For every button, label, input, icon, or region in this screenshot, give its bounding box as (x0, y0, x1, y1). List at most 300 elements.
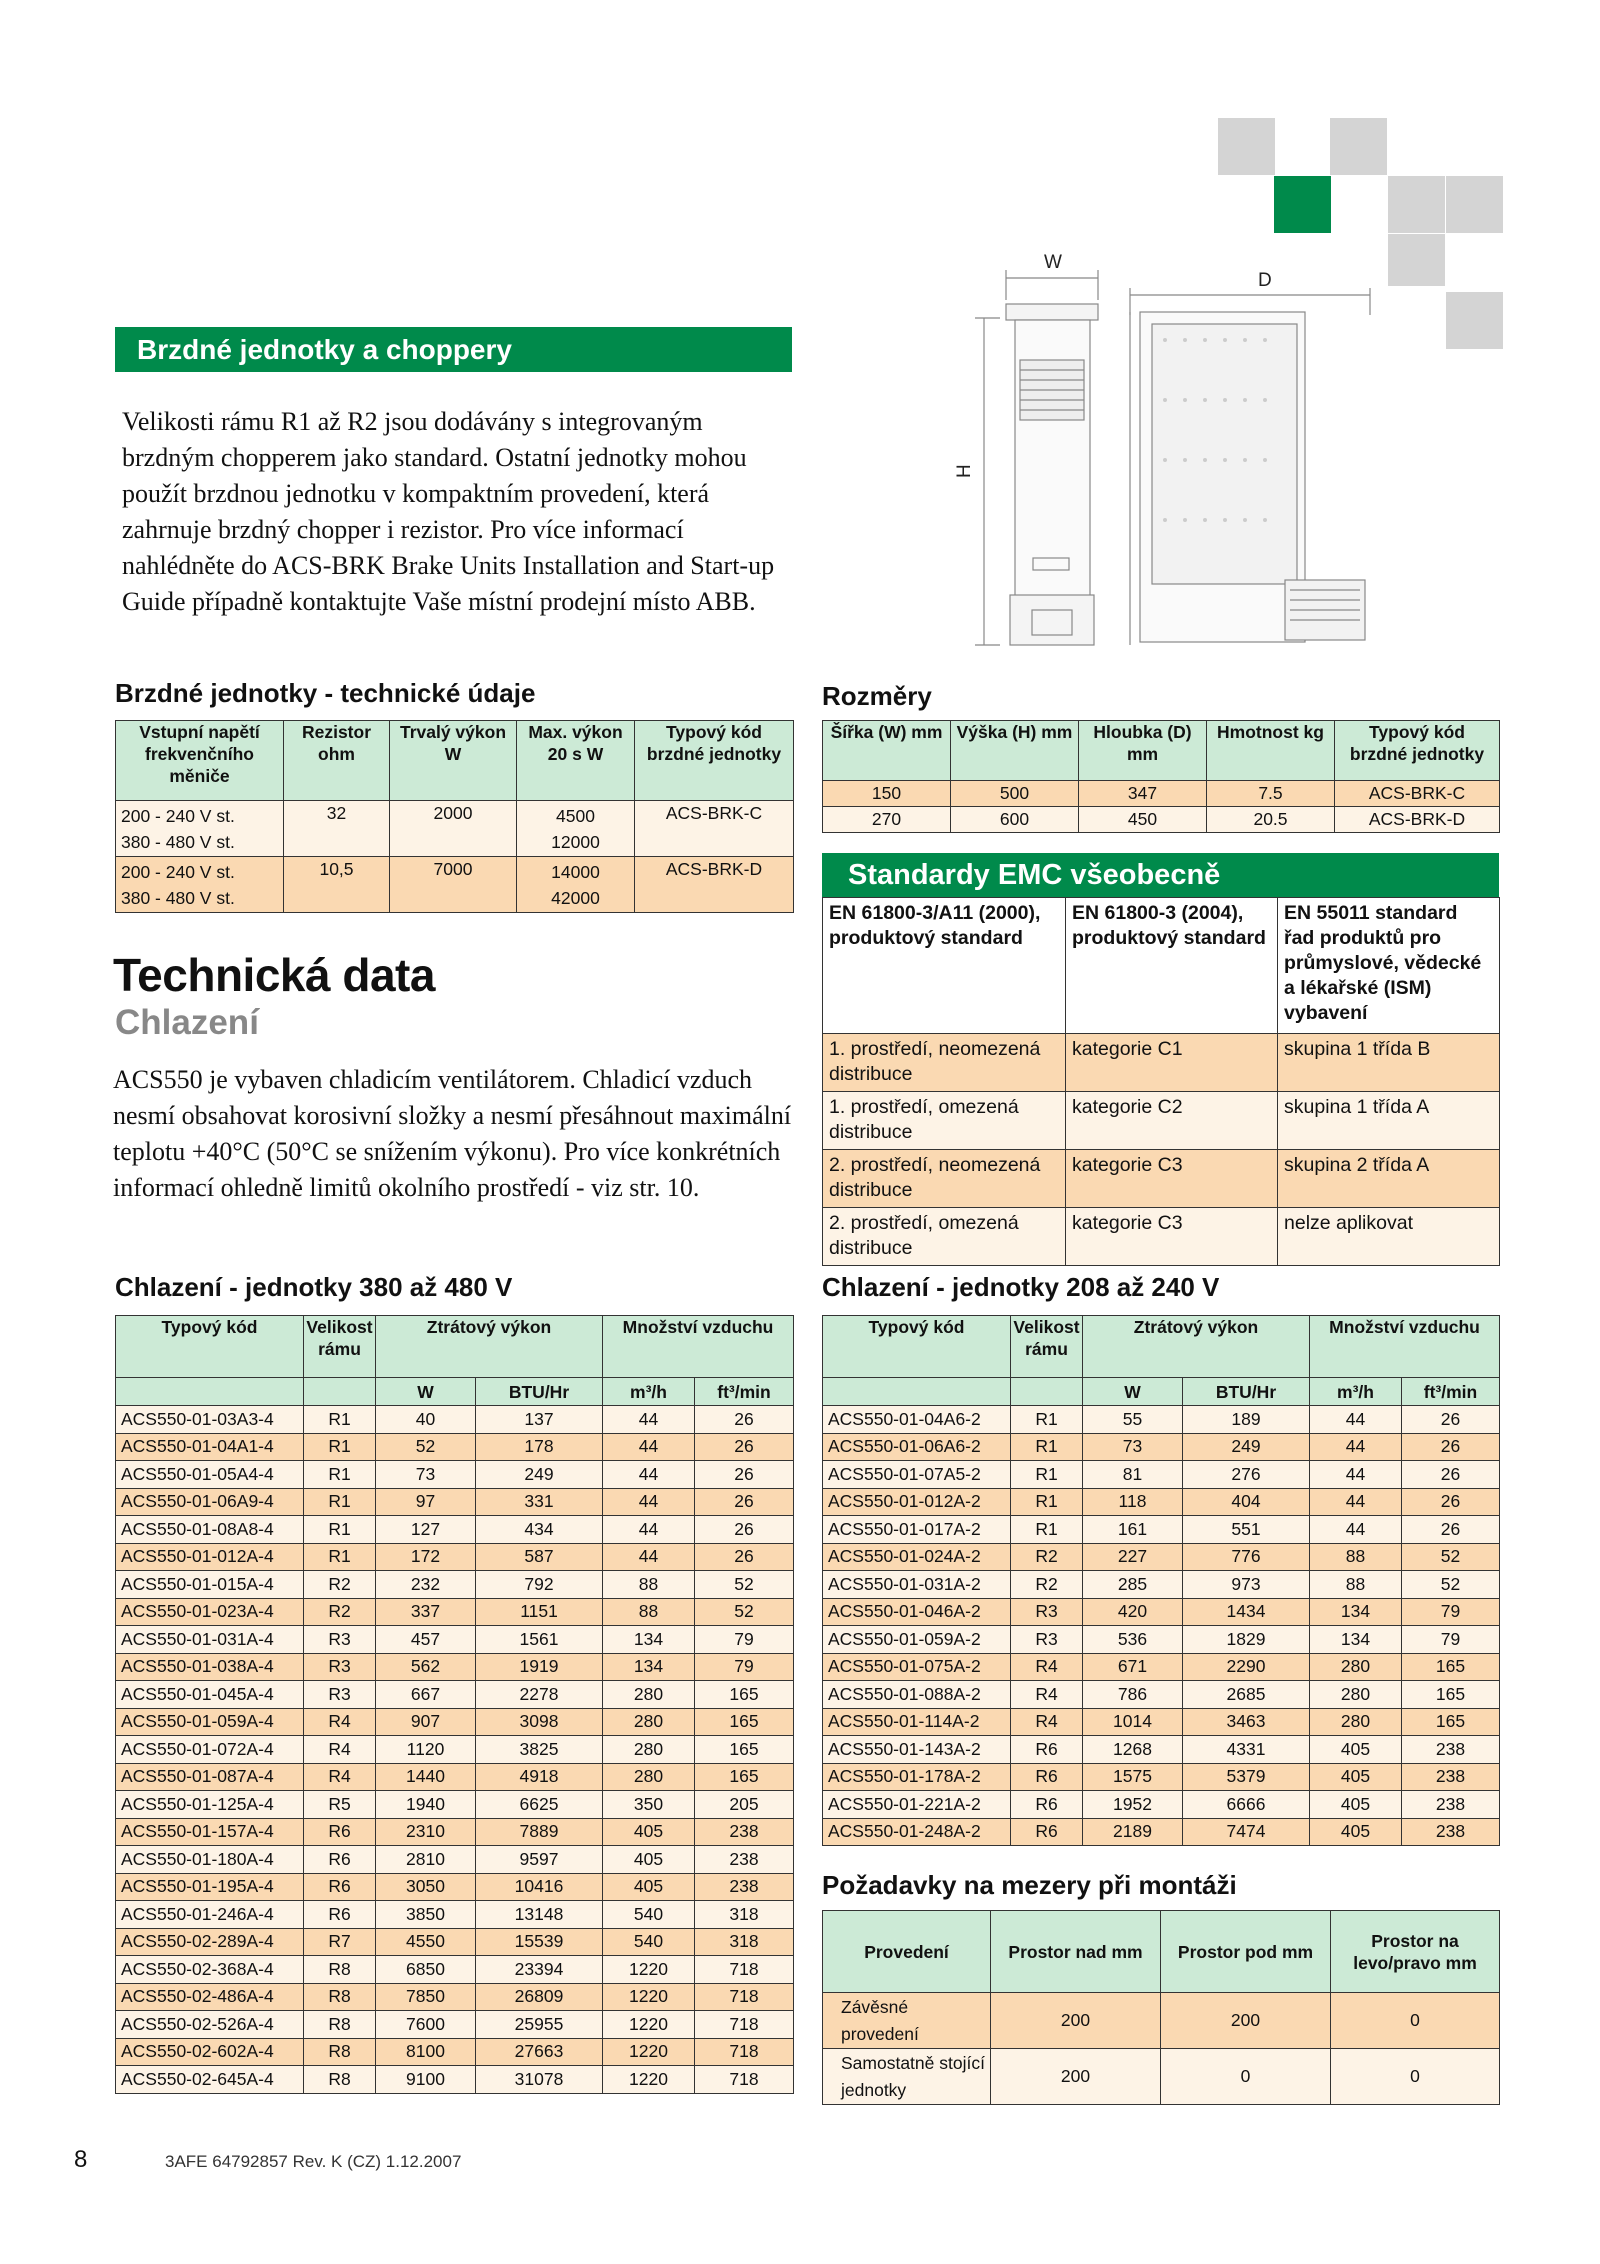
cell: ACS-BRK-C (1335, 781, 1500, 807)
table-row (116, 1763, 794, 1791)
table-row (116, 1791, 794, 1819)
table-row (116, 2038, 794, 2066)
cell: 26 (695, 1406, 794, 1434)
cell: 44 (603, 1516, 695, 1544)
cell: 88 (1310, 1571, 1402, 1599)
table-row (116, 2066, 794, 2094)
continuous-power: 2000 (390, 801, 517, 857)
cell: 405 (1310, 1791, 1402, 1819)
cell: 347 (1079, 781, 1207, 807)
cell: R4 (1011, 1708, 1083, 1736)
cell: 227 (1083, 1543, 1183, 1571)
deco-square-green (1274, 176, 1331, 233)
cell: 150 (823, 781, 951, 807)
cell: 6666 (1183, 1791, 1310, 1819)
cell: 280 (1310, 1653, 1402, 1681)
type-code: ACS550-01-125A-4 (116, 1791, 304, 1819)
table-row (116, 1818, 794, 1846)
cell: 165 (1402, 1708, 1500, 1736)
cell: 5379 (1183, 1763, 1310, 1791)
cell: R4 (1011, 1681, 1083, 1709)
cell: 1434 (1183, 1598, 1310, 1626)
col-header: Šířka (W) mm (823, 721, 951, 781)
cell: 420 (1083, 1598, 1183, 1626)
cell: 26 (1402, 1461, 1500, 1489)
col-header: Množství vzduchu (1310, 1316, 1500, 1378)
type-code: ACS550-01-023A-4 (116, 1598, 304, 1626)
table-row (823, 1150, 1500, 1208)
cell: 786 (1083, 1681, 1183, 1709)
cell: 52 (376, 1433, 476, 1461)
cell: kategorie C3 (1066, 1150, 1278, 1208)
cell: R6 (1011, 1763, 1083, 1791)
cell: 1220 (603, 2011, 695, 2039)
cell: 450 (1079, 807, 1207, 833)
cell: 165 (1402, 1681, 1500, 1709)
cell: 31078 (476, 2066, 603, 2094)
cell: 26 (695, 1543, 794, 1571)
cell: R1 (304, 1433, 376, 1461)
table-row (116, 2011, 794, 2039)
cell: 1952 (1083, 1791, 1183, 1819)
cell: 1120 (376, 1736, 476, 1764)
cell: R8 (304, 1983, 376, 2011)
type-code: ACS550-01-178A-2 (823, 1763, 1011, 1791)
col-header: Velikost rámu (304, 1316, 376, 1378)
cell: 2685 (1183, 1681, 1310, 1709)
table-row (823, 1791, 1500, 1819)
cell: 20.5 (1207, 807, 1335, 833)
cooling-paragraph: ACS550 je vybaven chladicím ventilátorem. Chladicí vzduch nesmí obsahovat korosivní složky a nesmí přesáhnout maximální teplotu +40°C (50°C se snížením výkonu). Pro více konkrétních informací ohledně limitů okolního prostředí - viz str. 10. (113, 1065, 792, 1202)
brake-units-table (115, 720, 794, 913)
dimensions-table (822, 720, 1500, 833)
cell: 718 (695, 2038, 794, 2066)
table-row (823, 1818, 1500, 1846)
intro-paragraph: Velikosti rámu R1 až R2 jsou dodávány s integrovaným brzdným chopperem jako standard. Ostatní jednotky mohou použít brzdnou jednotku v kompaktním provedení, která zahrnuje brzdný chopper i rezistor. Pro více informací nahlédněte do ACS-BRK Brake Units Installation and Start-up Guide případně kontaktujte Vaše místní prodejní místo ABB. (122, 407, 775, 616)
type-code: ACS550-01-059A-4 (116, 1708, 304, 1736)
cell: 7.5 (1207, 781, 1335, 807)
cell: 1151 (476, 1598, 603, 1626)
cell: R2 (304, 1571, 376, 1599)
type-code: ACS550-01-221A-2 (823, 1791, 1011, 1819)
cell: 13148 (476, 1901, 603, 1929)
table-row (116, 1681, 794, 1709)
cell: R7 (304, 1928, 376, 1956)
cell: 238 (1402, 1763, 1500, 1791)
table-row (116, 1983, 794, 2011)
table-row (116, 1406, 794, 1434)
cell: R1 (1011, 1461, 1083, 1489)
cell: R1 (304, 1516, 376, 1544)
type-code: ACS550-01-06A9-4 (116, 1488, 304, 1516)
cell: 3463 (1183, 1708, 1310, 1736)
type-code: ACS550-01-143A-2 (823, 1736, 1011, 1764)
cell: 238 (695, 1873, 794, 1901)
col-header: Prostor nad mm (991, 1911, 1161, 1993)
sub-header: m³/h (1310, 1378, 1402, 1406)
type-code: ACS550-01-031A-4 (116, 1626, 304, 1654)
cell: R1 (1011, 1516, 1083, 1544)
cell: 973 (1183, 1571, 1310, 1599)
cell: 3098 (476, 1708, 603, 1736)
table-row (116, 1543, 794, 1571)
cell: 79 (695, 1653, 794, 1681)
sub-header: BTU/Hr (476, 1378, 603, 1406)
type-code: ACS550-01-059A-2 (823, 1626, 1011, 1654)
cell: R3 (1011, 1626, 1083, 1654)
cell: 26 (1402, 1516, 1500, 1544)
clearance-title: Požadavky na mezery při montáži (822, 1870, 1237, 1900)
cell: 6625 (476, 1791, 603, 1819)
cell: R8 (304, 2011, 376, 2039)
continuous-power: 7000 (390, 857, 517, 913)
cell: 1575 (1083, 1763, 1183, 1791)
type-code: ACS550-01-05A4-4 (116, 1461, 304, 1489)
cell: 9100 (376, 2066, 476, 2094)
cell: R6 (304, 1846, 376, 1874)
cell: 276 (1183, 1461, 1310, 1489)
cell: R4 (1011, 1653, 1083, 1681)
cell: 280 (603, 1708, 695, 1736)
type-code: ACS550-01-046A-2 (823, 1598, 1011, 1626)
cell: 404 (1183, 1488, 1310, 1516)
table-row (116, 801, 794, 857)
cell: R2 (1011, 1543, 1083, 1571)
brake-unit-drawing-svg (940, 240, 1380, 660)
type-code: ACS550-02-368A-4 (116, 1956, 304, 1984)
cell: 7600 (376, 2011, 476, 2039)
type-code: ACS550-01-045A-4 (116, 1681, 304, 1709)
cell: 587 (476, 1543, 603, 1571)
clearance-table (822, 1910, 1500, 2105)
col-header: Typový kód brzdné jednotky (635, 721, 794, 801)
cell: 249 (476, 1461, 603, 1489)
label-h: H (954, 464, 975, 478)
cell: 27663 (476, 2038, 603, 2066)
cooling-240-title: Chlazení - jednotky 208 až 240 V (822, 1272, 1220, 1302)
table-row (116, 1516, 794, 1544)
cell: 405 (1310, 1736, 1402, 1764)
cell: 9597 (476, 1846, 603, 1874)
sub-header: m³/h (603, 1378, 695, 1406)
table-row (116, 1653, 794, 1681)
cell: 44 (1310, 1516, 1402, 1544)
cell: R4 (304, 1708, 376, 1736)
cell: 238 (695, 1818, 794, 1846)
cell: 562 (376, 1653, 476, 1681)
cell: R5 (304, 1791, 376, 1819)
type-code: ACS550-01-075A-2 (823, 1653, 1011, 1681)
cell: R6 (1011, 1818, 1083, 1846)
cell: 1220 (603, 1983, 695, 2011)
type-code: ACS550-01-246A-4 (116, 1901, 304, 1929)
cell: 97 (376, 1488, 476, 1516)
cell: 1. prostředí, omezená distribuce (823, 1092, 1066, 1150)
cell: R1 (1011, 1406, 1083, 1434)
cell: 127 (376, 1516, 476, 1544)
cell: 79 (695, 1626, 794, 1654)
dimension-drawing (940, 240, 1380, 660)
table-row (116, 1901, 794, 1929)
cell: 25955 (476, 2011, 603, 2039)
col-header: Prostor na levo/pravo mm (1331, 1911, 1500, 1993)
table-row (823, 1681, 1500, 1709)
cell: 52 (1402, 1543, 1500, 1571)
cell: R8 (304, 2066, 376, 2094)
deco-square (1446, 176, 1503, 233)
cell: 3050 (376, 1873, 476, 1901)
cell: 134 (603, 1653, 695, 1681)
cell: 1440 (376, 1763, 476, 1791)
cell: 718 (695, 2011, 794, 2039)
cell: 134 (603, 1626, 695, 1654)
cell: 1919 (476, 1653, 603, 1681)
max-power: 14000 (551, 862, 600, 882)
cell: R4 (304, 1763, 376, 1791)
table-row (823, 781, 1500, 807)
table-row (823, 1406, 1500, 1434)
resistor: 32 (284, 801, 390, 857)
table-row (116, 1956, 794, 1984)
cell: 200 (991, 2049, 1161, 2105)
cell: 40 (376, 1406, 476, 1434)
cell: 238 (695, 1846, 794, 1874)
cell: 718 (695, 1983, 794, 2011)
table-row (823, 1488, 1500, 1516)
cell: 249 (1183, 1433, 1310, 1461)
type-code: ACS550-02-602A-4 (116, 2038, 304, 2066)
cell: 671 (1083, 1653, 1183, 1681)
type-code: ACS550-02-486A-4 (116, 1983, 304, 2011)
cell: 26 (1402, 1488, 1500, 1516)
cell: 44 (1310, 1433, 1402, 1461)
cell: 81 (1083, 1461, 1183, 1489)
cell: 792 (476, 1571, 603, 1599)
cell: 551 (1183, 1516, 1310, 1544)
cell: 4550 (376, 1928, 476, 1956)
voltage: 200 - 240 V st. (121, 862, 235, 882)
cell: Závěsné provedení (823, 1993, 991, 2049)
cell: 1014 (1083, 1708, 1183, 1736)
cell: 44 (1310, 1488, 1402, 1516)
section-banner-brake-units: Brzdné jednotky a choppery (115, 327, 792, 372)
cell: 134 (1310, 1598, 1402, 1626)
cell: 52 (1402, 1571, 1500, 1599)
cell: 280 (603, 1763, 695, 1791)
type-code: ACS550-01-04A1-4 (116, 1433, 304, 1461)
cell: R8 (304, 2038, 376, 2066)
table-row (116, 1626, 794, 1654)
type-code: ACS550-01-157A-4 (116, 1818, 304, 1846)
type-code: ACS550-01-024A-2 (823, 1543, 1011, 1571)
cell: 280 (603, 1736, 695, 1764)
type-code: ACS550-01-03A3-4 (116, 1406, 304, 1434)
cell: R1 (304, 1406, 376, 1434)
brake-table-title: Brzdné jednotky - technické údaje (115, 678, 536, 708)
type-code: ACS550-01-012A-2 (823, 1488, 1011, 1516)
cell: 280 (603, 1681, 695, 1709)
voltage: 380 - 480 V st. (121, 888, 235, 908)
cell: R6 (304, 1901, 376, 1929)
cell: 44 (603, 1433, 695, 1461)
cell: 88 (603, 1598, 695, 1626)
cell: 285 (1083, 1571, 1183, 1599)
sub-header: W (1083, 1378, 1183, 1406)
type-code: ACS550-01-017A-2 (823, 1516, 1011, 1544)
cell: 337 (376, 1598, 476, 1626)
cell: 165 (695, 1681, 794, 1709)
col-header: Ztrátový výkon (376, 1316, 603, 1378)
cell: 3825 (476, 1736, 603, 1764)
cell: 2810 (376, 1846, 476, 1874)
cell: 2. prostředí, neomezená distribuce (823, 1150, 1066, 1208)
cell: kategorie C1 (1066, 1034, 1278, 1092)
table-row (116, 1846, 794, 1874)
cell: 776 (1183, 1543, 1310, 1571)
type-code: ACS550-01-087A-4 (116, 1763, 304, 1791)
table-row (116, 1433, 794, 1461)
deco-square (1446, 292, 1503, 349)
cell: ACS-BRK-D (1335, 807, 1500, 833)
cell: 10416 (476, 1873, 603, 1901)
cell: 26 (1402, 1406, 1500, 1434)
col-header: Provedení (823, 1911, 991, 1993)
cell: 79 (1402, 1598, 1500, 1626)
col-header: Velikost rámu (1011, 1316, 1083, 1378)
cell: 172 (376, 1543, 476, 1571)
cell: 405 (603, 1846, 695, 1874)
cell: 178 (476, 1433, 603, 1461)
dimensions-title: Rozměry (822, 681, 932, 711)
cell: 73 (376, 1461, 476, 1489)
cell: 55 (1083, 1406, 1183, 1434)
type-code: ACS550-01-06A6-2 (823, 1433, 1011, 1461)
table-row (823, 1763, 1500, 1791)
table-row (116, 857, 794, 913)
col-header: EN 61800-3 (2004), produktový standard (1066, 898, 1278, 1034)
cell: 44 (1310, 1461, 1402, 1489)
cell: 26809 (476, 1983, 603, 2011)
cell: 434 (476, 1516, 603, 1544)
cell: Samostatně stojící jednotky (823, 2049, 991, 2105)
sub-header: W (376, 1378, 476, 1406)
cell: 667 (376, 1681, 476, 1709)
cell: 3850 (376, 1901, 476, 1929)
cell: 1220 (603, 2038, 695, 2066)
cell: skupina 1 třída B (1278, 1034, 1500, 1092)
cell: R3 (1011, 1598, 1083, 1626)
cell: 200 (1161, 1993, 1331, 2049)
cell: R1 (304, 1461, 376, 1489)
table-row (823, 2049, 1500, 2105)
table-row (823, 1543, 1500, 1571)
cell: 1. prostředí, neomezená distribuce (823, 1034, 1066, 1092)
type-code: ACS550-01-088A-2 (823, 1681, 1011, 1709)
table-row (823, 1208, 1500, 1266)
col-header: EN 61800-3/A11 (2000), produktový standard (823, 898, 1066, 1034)
cell: R3 (304, 1653, 376, 1681)
document-reference: 3AFE 64792857 Rev. K (CZ) 1.12.2007 (165, 2152, 462, 2171)
cell: 200 (991, 1993, 1161, 2049)
cell: R6 (304, 1818, 376, 1846)
cell: 718 (695, 2066, 794, 2094)
table-row (823, 1626, 1500, 1654)
cell: 2290 (1183, 1653, 1310, 1681)
cooling-480-table (115, 1315, 794, 2094)
type-code: ACS550-01-015A-4 (116, 1571, 304, 1599)
cell: 88 (1310, 1543, 1402, 1571)
col-header: EN 55011 standard řad produktů pro průmyslové, vědecké a lékařské (ISM) vybavení (1278, 898, 1500, 1034)
col-header: Prostor pod mm (1161, 1911, 1331, 1993)
type-code: ACS550-01-072A-4 (116, 1736, 304, 1764)
cell: 4331 (1183, 1736, 1310, 1764)
table-row (823, 1993, 1500, 2049)
table-row (823, 1516, 1500, 1544)
col-header: Typový kód brzdné jednotky (1335, 721, 1500, 781)
cell: 318 (695, 1901, 794, 1929)
table-row (823, 1571, 1500, 1599)
voltage: 200 - 240 V st. (121, 806, 235, 826)
cell: R2 (1011, 1571, 1083, 1599)
table-row (116, 1928, 794, 1956)
cell: R6 (304, 1873, 376, 1901)
cell: 134 (1310, 1626, 1402, 1654)
col-header: Max. výkon 20 s W (517, 721, 635, 801)
cell: 1829 (1183, 1626, 1310, 1654)
table-row (823, 1034, 1500, 1092)
cell: 26 (695, 1433, 794, 1461)
col-header: Množství vzduchu (603, 1316, 794, 1378)
cell: kategorie C3 (1066, 1208, 1278, 1266)
cell: R6 (1011, 1736, 1083, 1764)
cell: 73 (1083, 1433, 1183, 1461)
max-power: 12000 (551, 832, 600, 852)
cell: 1220 (603, 2066, 695, 2094)
cell: R1 (304, 1543, 376, 1571)
cell: 7474 (1183, 1818, 1310, 1846)
cell: 540 (603, 1901, 695, 1929)
voltage: 380 - 480 V st. (121, 832, 235, 852)
table-row (823, 1708, 1500, 1736)
cell: 405 (1310, 1818, 1402, 1846)
cell: R1 (1011, 1488, 1083, 1516)
cell: 44 (603, 1461, 695, 1489)
cell: 165 (695, 1763, 794, 1791)
table-row (823, 1461, 1500, 1489)
cell: 907 (376, 1708, 476, 1736)
cell: 189 (1183, 1406, 1310, 1434)
label-w: W (1044, 252, 1062, 273)
cell: 1268 (1083, 1736, 1183, 1764)
cell: 7889 (476, 1818, 603, 1846)
cell: 26 (1402, 1433, 1500, 1461)
cell: 238 (1402, 1736, 1500, 1764)
max-power: 4500 (556, 806, 595, 826)
cell: 318 (695, 1928, 794, 1956)
cell: 165 (1402, 1653, 1500, 1681)
cell: 457 (376, 1626, 476, 1654)
cell: 165 (695, 1708, 794, 1736)
cell: 137 (476, 1406, 603, 1434)
cell: skupina 2 třída A (1278, 1150, 1500, 1208)
col-header: Hloubka (D) mm (1079, 721, 1207, 781)
type-code: ACS550-01-08A8-4 (116, 1516, 304, 1544)
cell: 350 (603, 1791, 695, 1819)
sub-header: BTU/Hr (1183, 1378, 1310, 1406)
cell: 0 (1331, 2049, 1500, 2105)
cell: 2310 (376, 1818, 476, 1846)
cell: 2. prostředí, omezená distribuce (823, 1208, 1066, 1266)
